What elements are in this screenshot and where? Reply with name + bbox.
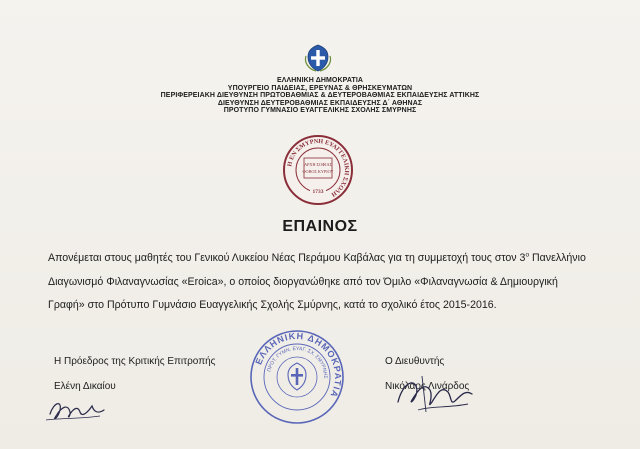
director-signature	[378, 372, 498, 418]
greek-emblem-icon	[304, 44, 332, 72]
seal-year: 1733	[312, 189, 324, 195]
official-stamp	[247, 327, 347, 427]
header-line: ΔΙΕΥΘΥΝΣΗ ΔΕΥΤΕΡΟΒΑΘΜΙΑΣ ΕΚΠΑΙΔΕΥΣΗΣ Δ΄ ΑΘΗΝΑΣ	[217, 99, 423, 107]
chair-signature	[40, 392, 120, 426]
body-text-part: Πανελλήνιο	[529, 252, 586, 264]
certificate-body	[48, 247, 596, 318]
header-line: ΠΕΡΙΦΕΡΕΙΑΚΗ ΔΙΕΥΘΥΝΣΗ ΠΡΩΤΟΒΑΘΜΙΑΣ & ΔΕΥΤΕΡΟΒΑΘΜΙΑΣ ΕΚΠΑΙΔΕΥΣΗΣ ΑΤΤΙΚΗΣ	[160, 92, 480, 100]
certificate-title: ΕΠΑΙΝΟΣ	[282, 218, 358, 235]
director-name: Νικόλαος Λινάρδος	[385, 381, 470, 392]
seal-inner-line: ΦΟΒΟΣ ΚΥΡΙΟΥ	[302, 169, 334, 174]
school-seal	[282, 134, 354, 206]
seal-ring-text: Η ΕΝ ΣΜΥΡΝΗ ΕΥΑΓΓΕΛΙΚΗ ΣΧΟΛΗ	[286, 137, 351, 198]
committee-chair-name: Ελένη Δικαίου	[54, 381, 116, 392]
committee-chair-role: Η Πρόεδρος της Κριτικής Επιτροπής	[54, 356, 216, 367]
seal-inner-line: ΑΡΧΗ ΣΟΦΙΑΣ	[304, 162, 332, 167]
director-role: Ο Διευθυντής	[385, 356, 445, 367]
stamp-ring-text: ΕΛΛΗΝΙΚΗ ΔΗΜΟΚΡΑΤΙΑ	[253, 330, 344, 400]
ministry-header	[120, 77, 520, 115]
header-line: ΠΡΟΤΥΠΟ ΓΥΜΝΑΣΙΟ ΕΥΑΓΓΕΛΙΚΗΣ ΣΧΟΛΗΣ ΣΜΥΡΝΗΣ	[223, 107, 417, 115]
body-line-1	[48, 247, 596, 271]
body-line-2: Διαγωνισμό Φιλαναγνωσίας «Eroica», ο οποίος διοργανώθηκε από τον Όμιλο «Φιλαναγνωσία & Δημιουργική	[48, 275, 558, 288]
header-line: ΕΛΛΗΝΙΚΗ ΔΗΜΟΚΡΑΤΙΑ	[276, 77, 364, 84]
ordinal-superscript: ο	[525, 251, 530, 259]
body-line-3: Γραφή» στο Πρότυπο Γυμνάσιο Ευαγγελικής Σχολής Σμύρνης, κατά το σχολικό έτος 2015-2016.	[48, 299, 497, 311]
header-line: ΥΠΟΥΡΓΕΙΟ ΠΑΙΔΕΙΑΣ, ΕΡΕΥΝΑΣ & ΘΡΗΣΚΕΥΜΑΤΩΝ	[227, 84, 413, 92]
stamp-inner-ring-text: ΠΡΟΤ. ΓΥΜΝ. ΕΥΑΓ. ΣΧ. ΣΜΥΡΝΗΣ	[266, 345, 329, 379]
body-text-part: Απονέμεται στους μαθητές του Γενικού Λυκείου Νέας Περάμου Καβάλας για τη συμμετοχή τους στον 3	[48, 252, 526, 264]
